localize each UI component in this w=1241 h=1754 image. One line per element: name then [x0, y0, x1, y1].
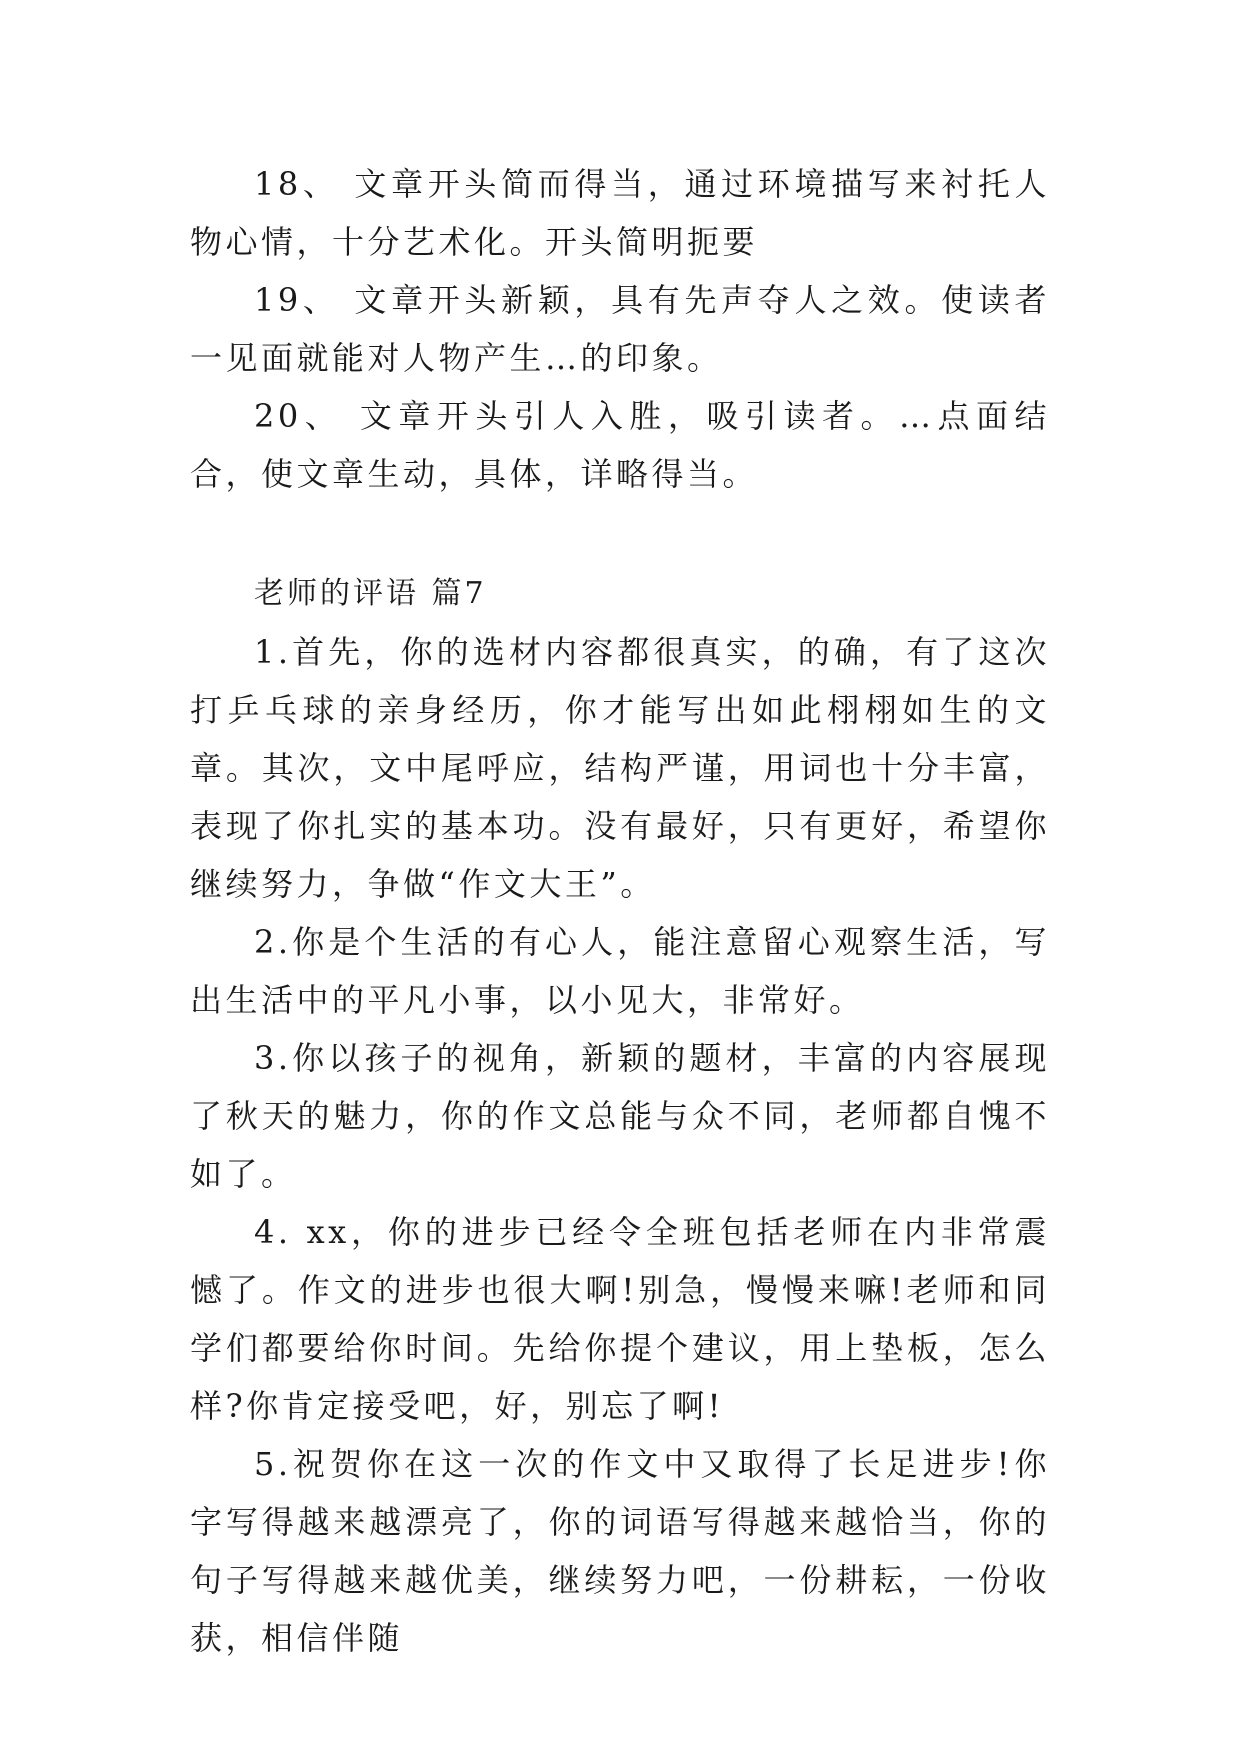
section-spacer — [190, 503, 1050, 565]
list-item-20: 20、 文章开头引人入胜，吸引读者。…点面结合，使文章生动，具体，详略得当。 — [190, 397, 1050, 493]
list-item-18: 18、 文章开头简而得当，通过环境描写来衬托人物心情，十分艺术化。开头简明扼要 — [190, 165, 1050, 261]
section-heading: 老师的评语 篇7 — [254, 576, 487, 611]
document-page — [190, 155, 1050, 1667]
comment-1: 1.首先，你的选材内容都很真实，的确，有了这次打乒乓球的亲身经历，你才能写出如此栩栩如生的文章。其次，文中尾呼应，结构严谨，用词也十分丰富，表现了你扎实的基本功。没有最好，只有更好，希望你继续努力，争做“作文大王”。 — [190, 633, 1050, 903]
list-item-19: 19、 文章开头新颖，具有先声夺人之效。使读者一见面就能对人物产生…的印象。 — [190, 281, 1050, 377]
comment-3: 3.你以孩子的视角，新颖的题材，丰富的内容展现了秋天的魅力，你的作文总能与众不同，老师都自愧不如了。 — [190, 1039, 1050, 1193]
comment-4: 4. xx，你的进步已经令全班包括老师在内非常震憾了。作文的进步也很大啊!别急，慢慢来嘛!老师和同学们都要给你时间。先给你提个建议，用上垫板，怎么样?你肯定接受吧，好，别忘了啊! — [190, 1213, 1050, 1425]
comment-2: 2.你是个生活的有心人，能注意留心观察生活，写出生活中的平凡小事，以小见大，非常好。 — [190, 923, 1050, 1019]
comment-5: 5.祝贺你在这一次的作文中又取得了长足进步!你字写得越来越漂亮了，你的词语写得越来越恰当，你的句子写得越来越优美，继续努力吧，一份耕耘，一份收获，相信伴随 — [190, 1445, 1050, 1657]
